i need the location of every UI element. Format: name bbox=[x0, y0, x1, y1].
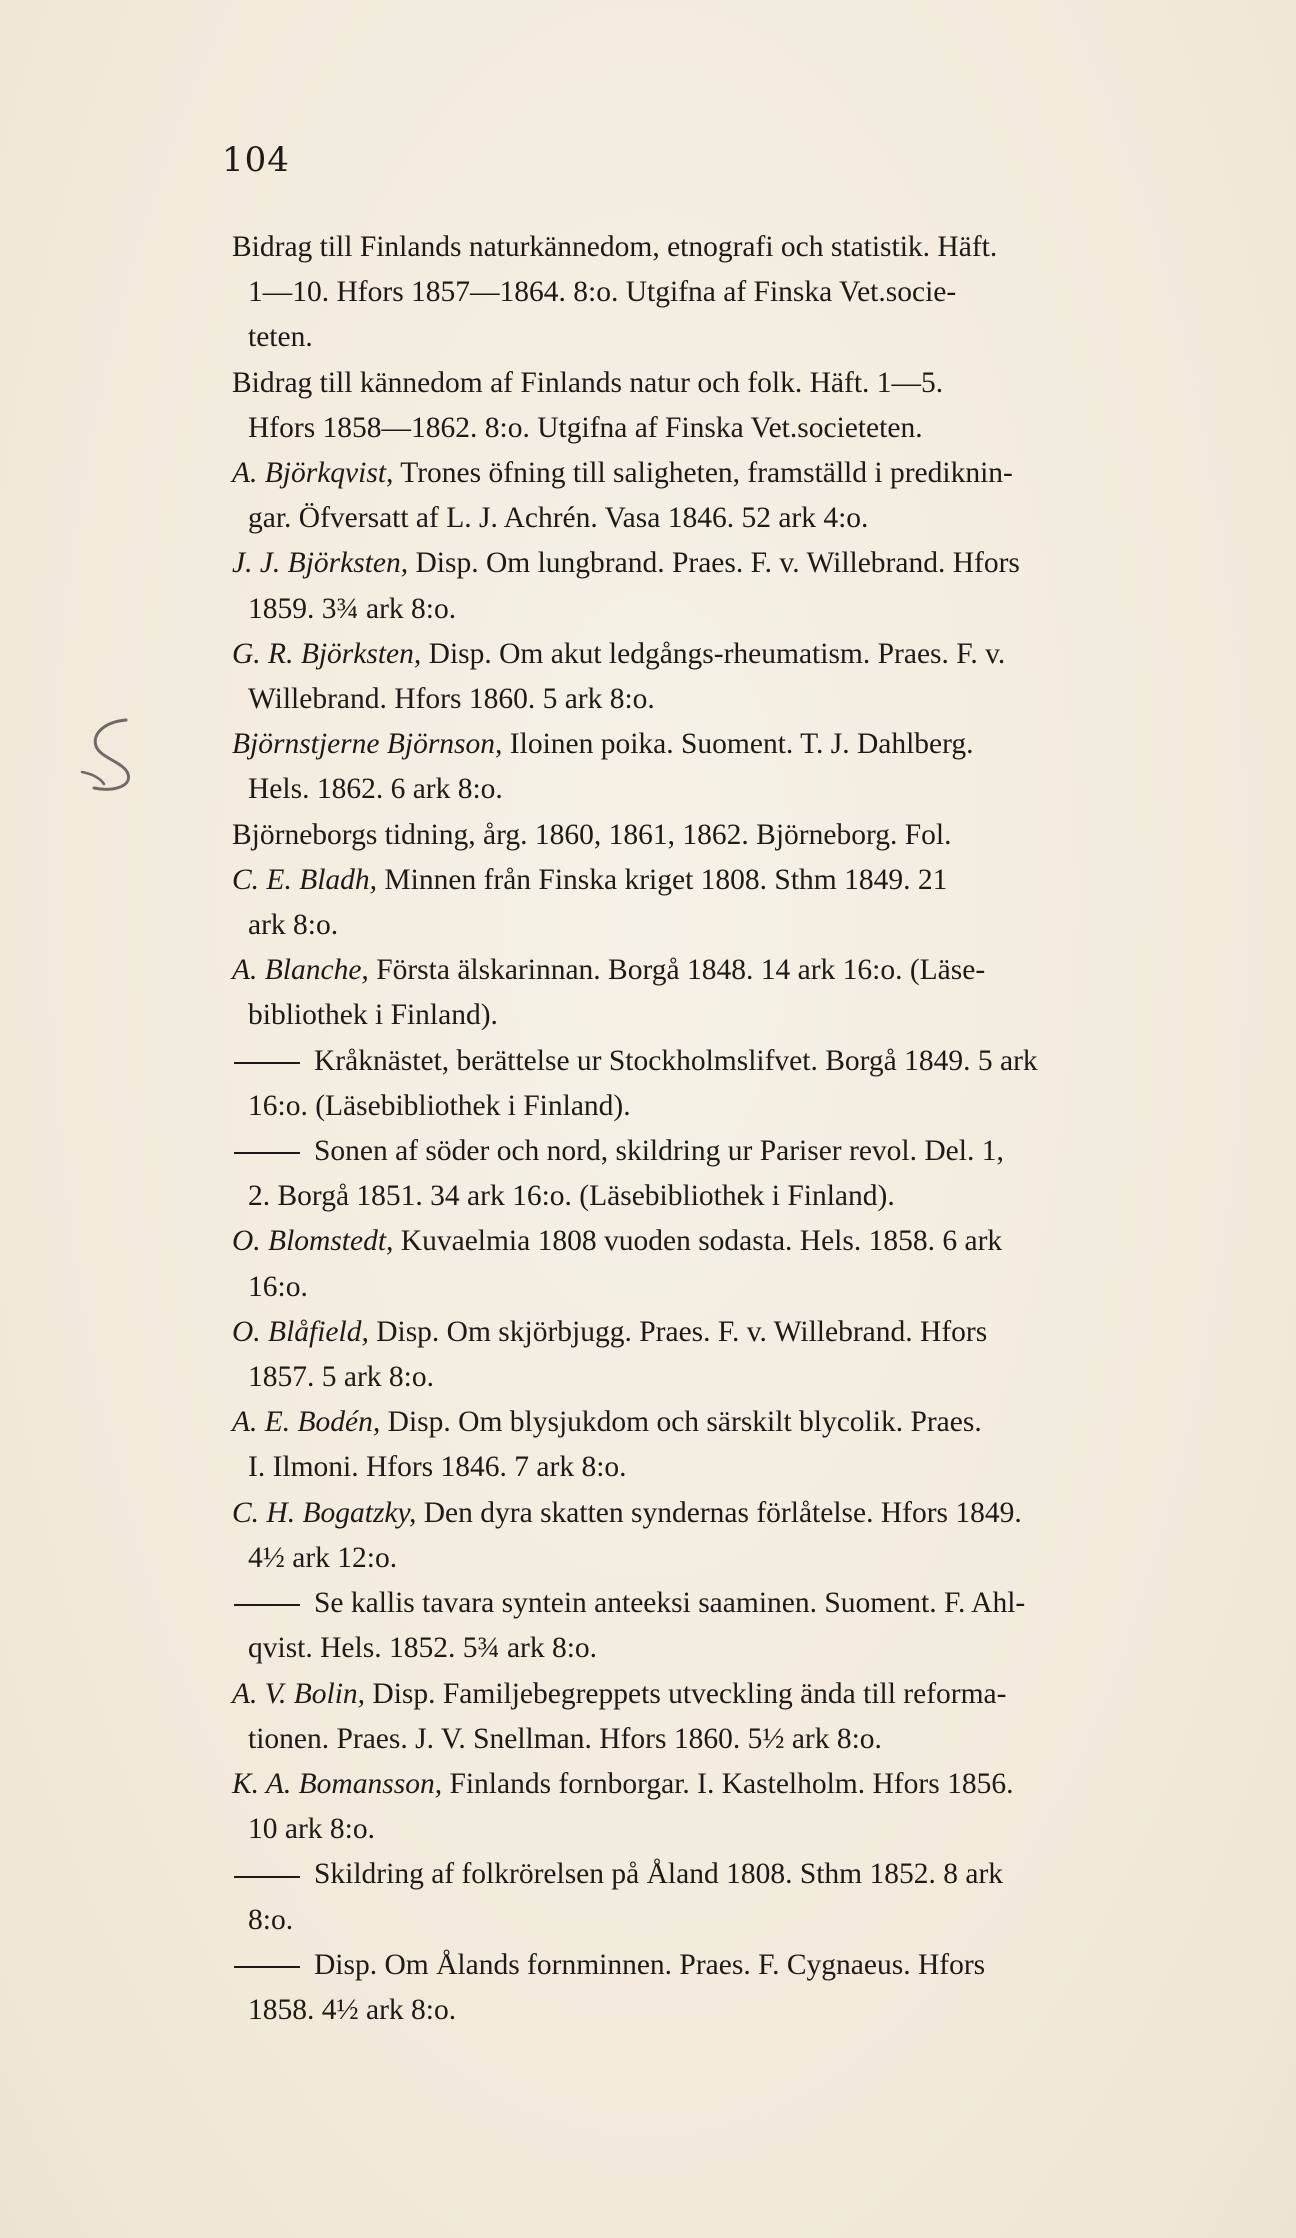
entry-text: Disp. Om skjörbjugg. Praes. F. v. Willebrand. Hfors bbox=[368, 1315, 988, 1348]
entry-text: bibliothek i Finland). bbox=[248, 999, 498, 1032]
entry-text: Björneborgs tidning, årg. 1860, 1861, 1862. Björneborg. Fol. bbox=[232, 818, 952, 851]
entry-13 bbox=[232, 1310, 1202, 1400]
entry-text: Bidrag till kännedom af Finlands natur och folk. Häft. 1—5. bbox=[232, 366, 944, 399]
entry-6 bbox=[232, 722, 1202, 812]
entry-text: tionen. Praes. J. V. Snellman. Hfors 1860. 5½ ark 8:o. bbox=[248, 1722, 882, 1755]
entry-16 bbox=[232, 1581, 1202, 1671]
entry-9 bbox=[232, 948, 1202, 1038]
entry-text: Skildring af folkrörelsen på Åland 1808. Sthm 1852. 8 ark bbox=[314, 1858, 1004, 1891]
entry-author: J. J. Björksten, bbox=[232, 547, 409, 580]
margin-pencil-mark bbox=[74, 712, 144, 794]
entry-text: Trones öfning till saligheten, framställd i prediknin- bbox=[393, 457, 1013, 490]
entry-text: 1859. 3¾ ark 8:o. bbox=[248, 592, 457, 625]
entry-11 bbox=[232, 1129, 1202, 1219]
entry-19 bbox=[232, 1852, 1202, 1942]
entry-author: O. Blomstedt, bbox=[232, 1225, 394, 1258]
entry-text: Iloinen poika. Suoment. T. J. Dahlberg. bbox=[502, 728, 974, 761]
entry-18 bbox=[232, 1762, 1202, 1852]
page-number: 104 bbox=[222, 140, 290, 180]
entry-text: Disp. Familjebegreppets utveckling ända till reforma- bbox=[365, 1677, 1007, 1710]
entry-text: Den dyra skatten syndernas förlåtelse. Hfors 1849. bbox=[416, 1496, 1022, 1529]
entry-1 bbox=[232, 225, 1202, 361]
entry-text: 16:o. (Läsebibliothek i Finland). bbox=[248, 1089, 631, 1122]
entry-author: C. E. Bladh, bbox=[232, 863, 378, 896]
entry-text: Se kallis tavara syntein anteeksi saaminen. Suoment. F. Ahl- bbox=[314, 1587, 1026, 1620]
entry-4 bbox=[232, 541, 1202, 631]
entry-text: teten. bbox=[248, 321, 313, 354]
entry-15 bbox=[232, 1491, 1202, 1581]
entry-20 bbox=[232, 1943, 1202, 2033]
entry-text: Finlands fornborgar. I. Kastelholm. Hfors 1856. bbox=[442, 1767, 1014, 1800]
entry-text: qvist. Hels. 1852. 5¾ ark 8:o. bbox=[248, 1632, 598, 1665]
entry-17 bbox=[232, 1672, 1202, 1762]
entry-text: Kråknästet, berättelse ur Stockholmslifvet. Borgå 1849. 5 ark bbox=[314, 1044, 1038, 1077]
entry-text: Disp. Om blysjukdom och särskilt blycolik. Praes. bbox=[380, 1406, 982, 1439]
entry-text: 1858. 4½ ark 8:o. bbox=[248, 1993, 457, 2026]
entry-author: G. R. Björksten, bbox=[232, 637, 422, 670]
entry-text: Hfors 1858—1862. 8:o. Utgifna af Finska Vet.societeten. bbox=[248, 411, 923, 444]
entry-text: Disp. Om lungbrand. Praes. F. v. Willebrand. Hfors bbox=[408, 547, 1020, 580]
entry-5 bbox=[232, 632, 1202, 722]
entry-text: Disp. Om akut ledgångs-rheumatism. Praes. F. v. bbox=[421, 637, 1006, 670]
entry-text: 1857. 5 ark 8:o. bbox=[248, 1361, 434, 1394]
entry-text: Bidrag till Finlands naturkännedom, etnografi och statistik. Häft. bbox=[232, 231, 998, 263]
entry-text: Kuvaelmia 1808 vuoden sodasta. Hels. 1858. 6 ark bbox=[393, 1225, 1003, 1258]
ditto-dash bbox=[234, 1152, 300, 1154]
entry-author: A. E. Bodén, bbox=[232, 1406, 381, 1439]
entry-text: gar. Öfversatt af L. J. Achrén. Vasa 1846. 52 ark 4:o. bbox=[248, 502, 869, 535]
entry-author: A. Blanche, bbox=[232, 954, 369, 987]
entry-7 bbox=[232, 813, 1202, 858]
entry-text: Första älskarinnan. Borgå 1848. 14 ark 16:o. (Läse- bbox=[368, 954, 986, 987]
entry-2 bbox=[232, 361, 1202, 451]
entry-8 bbox=[232, 858, 1202, 948]
entry-author: Björnstjerne Björnson, bbox=[232, 728, 503, 761]
entry-text: 4½ ark 12:o. bbox=[248, 1541, 398, 1574]
entry-text: Sonen af söder och nord, skildring ur Pariser revol. Del. 1, bbox=[314, 1135, 1004, 1168]
entry-text: 1—10. Hfors 1857—1864. 8:o. Utgifna af Finska Vet.socie- bbox=[248, 276, 957, 309]
entry-12 bbox=[232, 1219, 1202, 1309]
entry-text: Disp. Om Ålands fornminnen. Praes. F. Cygnaeus. Hfors bbox=[314, 1948, 986, 1981]
entry-author: O. Blåfield, bbox=[232, 1315, 369, 1348]
entry-text: 10 ark 8:o. bbox=[248, 1813, 375, 1846]
entry-text: Willebrand. Hfors 1860. 5 ark 8:o. bbox=[248, 683, 655, 716]
entry-text: Hels. 1862. 6 ark 8:o. bbox=[248, 773, 503, 806]
ditto-dash bbox=[234, 1604, 300, 1606]
entry-text: 16:o. bbox=[248, 1270, 308, 1303]
entry-author: A. V. Bolin, bbox=[232, 1677, 366, 1710]
entry-text: 8:o. bbox=[248, 1903, 294, 1936]
entry-author: K. A. Bomansson, bbox=[232, 1767, 443, 1800]
ditto-dash bbox=[234, 1876, 300, 1878]
entry-text: I. Ilmoni. Hfors 1846. 7 ark 8:o. bbox=[248, 1451, 627, 1484]
ditto-dash bbox=[234, 1966, 300, 1968]
entry-3 bbox=[232, 451, 1202, 541]
entry-text: 2. Borgå 1851. 34 ark 16:o. (Läsebibliothek i Finland). bbox=[248, 1180, 895, 1213]
entry-text: ark 8:o. bbox=[248, 909, 339, 942]
bibliography-list bbox=[232, 225, 1202, 2033]
entry-14 bbox=[232, 1400, 1202, 1490]
entry-text: Minnen från Finska kriget 1808. Sthm 1849. 21 bbox=[377, 863, 948, 896]
ditto-dash bbox=[234, 1062, 300, 1064]
entry-author: A. Björkqvist, bbox=[232, 457, 394, 490]
entry-10 bbox=[232, 1039, 1202, 1129]
entry-author: C. H. Bogatzky, bbox=[232, 1496, 417, 1529]
